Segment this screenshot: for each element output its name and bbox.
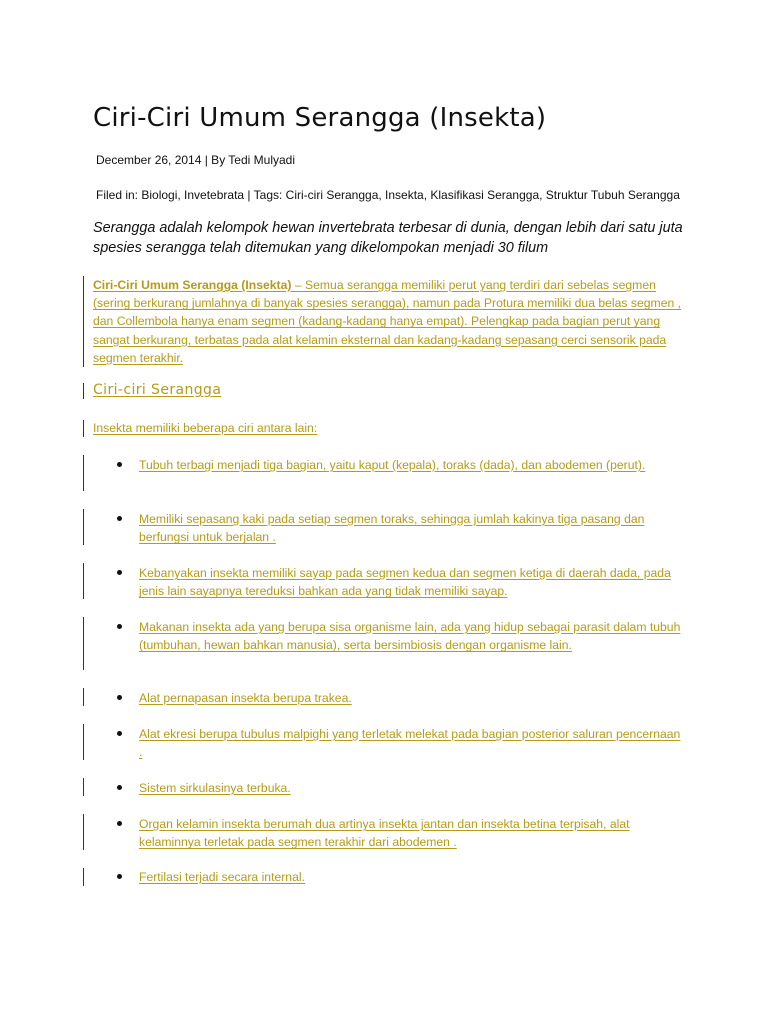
list-item bbox=[139, 779, 684, 797]
margin-bar bbox=[83, 617, 84, 670]
main-paragraph[interactable] bbox=[93, 276, 683, 367]
margin-bar bbox=[83, 455, 84, 491]
bullet-icon bbox=[117, 624, 122, 629]
list-item bbox=[139, 564, 684, 600]
list-intro-link[interactable]: Insekta memiliki beberapa ciri antara lain: bbox=[93, 421, 318, 435]
list-item bbox=[139, 725, 684, 761]
list-item-link[interactable]: Kebanyakan insekta memiliki sayap pada segmen kedua dan segmen ketiga di daerah dada, pada jenis lain sayapnya tereduksi bahkan ada yang tidak memiliki sayap. bbox=[139, 566, 671, 599]
bullet-icon bbox=[117, 821, 122, 826]
list-item-link[interactable]: Memiliki sepasang kaki pada setiap segmen toraks, sehingga jumlah kakinya tiga pasang dan berfungsi untuk berjalan . bbox=[139, 512, 645, 545]
list-item bbox=[139, 689, 684, 707]
filed-tags: Filed in: Biologi, Invetebrata | Tags: Ciri-ciri Serangga, Insekta, Klasifikasi Serangga, Struktur Tubuh Serangga bbox=[96, 188, 680, 202]
list-item-link[interactable]: Alat ekresi berupa tubulus malpighi yang terletak melekat pada bagian posterior saluran pencernaan . bbox=[139, 727, 681, 760]
bullet-icon bbox=[117, 570, 122, 575]
margin-bar bbox=[83, 276, 84, 367]
list-item-link[interactable]: Fertilasi terjadi secara internal. bbox=[139, 870, 305, 884]
margin-bar bbox=[83, 868, 84, 886]
margin-bar bbox=[83, 509, 84, 545]
bullet-icon bbox=[117, 731, 122, 736]
bullet-icon bbox=[117, 462, 122, 467]
paragraph-body-link[interactable]: – Semua serangga memiliki perut yang terdiri dari sebelas segmen (sering berkurang jumlahnya di banyak spesies serangga), namun pada Protura memiliki dua belas segmen , dan Collembola hanya enam segmen (kadang-kadang hanya empat). Pelengkap pada bagian perut yang sangat berkurang, terbatas pada alat kelamin eksternal dan kadang-kadang sepasang cerci sensorik pada segmen terakhir. bbox=[93, 278, 682, 365]
bullet-icon bbox=[117, 516, 122, 521]
margin-bar bbox=[83, 563, 84, 599]
list-item bbox=[139, 456, 684, 474]
bullet-icon bbox=[117, 695, 122, 700]
bullet-icon bbox=[117, 785, 122, 790]
margin-bar bbox=[83, 778, 84, 796]
list-item bbox=[139, 510, 684, 546]
list-item bbox=[139, 868, 684, 886]
bullet-icon bbox=[117, 874, 122, 879]
article-title: Ciri-Ciri Umum Serangga (Insekta) bbox=[93, 103, 547, 133]
list-item bbox=[139, 815, 684, 851]
list-item-link[interactable]: Tubuh terbagi menjadi tiga bagian, yaitu kaput (kepala), toraks (dada), dan abodemen (perut). bbox=[139, 458, 646, 472]
margin-bar bbox=[83, 814, 84, 850]
intro-paragraph: Serangga adalah kelompok hewan invertebrata terbesar di dunia, dengan lebih dari satu juta spesies serangga telah ditemukan yang dikelompokan menjadi 30 filum bbox=[93, 220, 683, 256]
margin-bar bbox=[83, 420, 84, 437]
margin-bar bbox=[83, 688, 84, 706]
list-item-link[interactable]: Alat pernapasan insekta berupa trakea. bbox=[139, 691, 352, 705]
paragraph-lead-link[interactable]: Ciri-Ciri Umum Serangga (Insekta) bbox=[93, 278, 292, 292]
list-item bbox=[139, 618, 684, 654]
list-item-link[interactable]: Makanan insekta ada yang berupa sisa organisme lain, ada yang hidup sebagai parasit dalam tubuh (tumbuhan, hewan bahkan manusia), serta bersimbiosis dengan organisme lain. bbox=[139, 620, 681, 653]
section-heading[interactable]: Ciri-ciri Serangga bbox=[93, 382, 222, 398]
list-item-link[interactable]: Sistem sirkulasinya terbuka. bbox=[139, 781, 291, 795]
list-item-link[interactable]: Organ kelamin insekta berumah dua artinya insekta jantan dan insekta betina terpisah, alat kelaminnya terletak pada segmen terakhir dari abodemen . bbox=[139, 817, 630, 850]
byline: December 26, 2014 | By Tedi Mulyadi bbox=[96, 153, 296, 167]
margin-bar bbox=[83, 724, 84, 760]
margin-bar bbox=[83, 383, 84, 399]
